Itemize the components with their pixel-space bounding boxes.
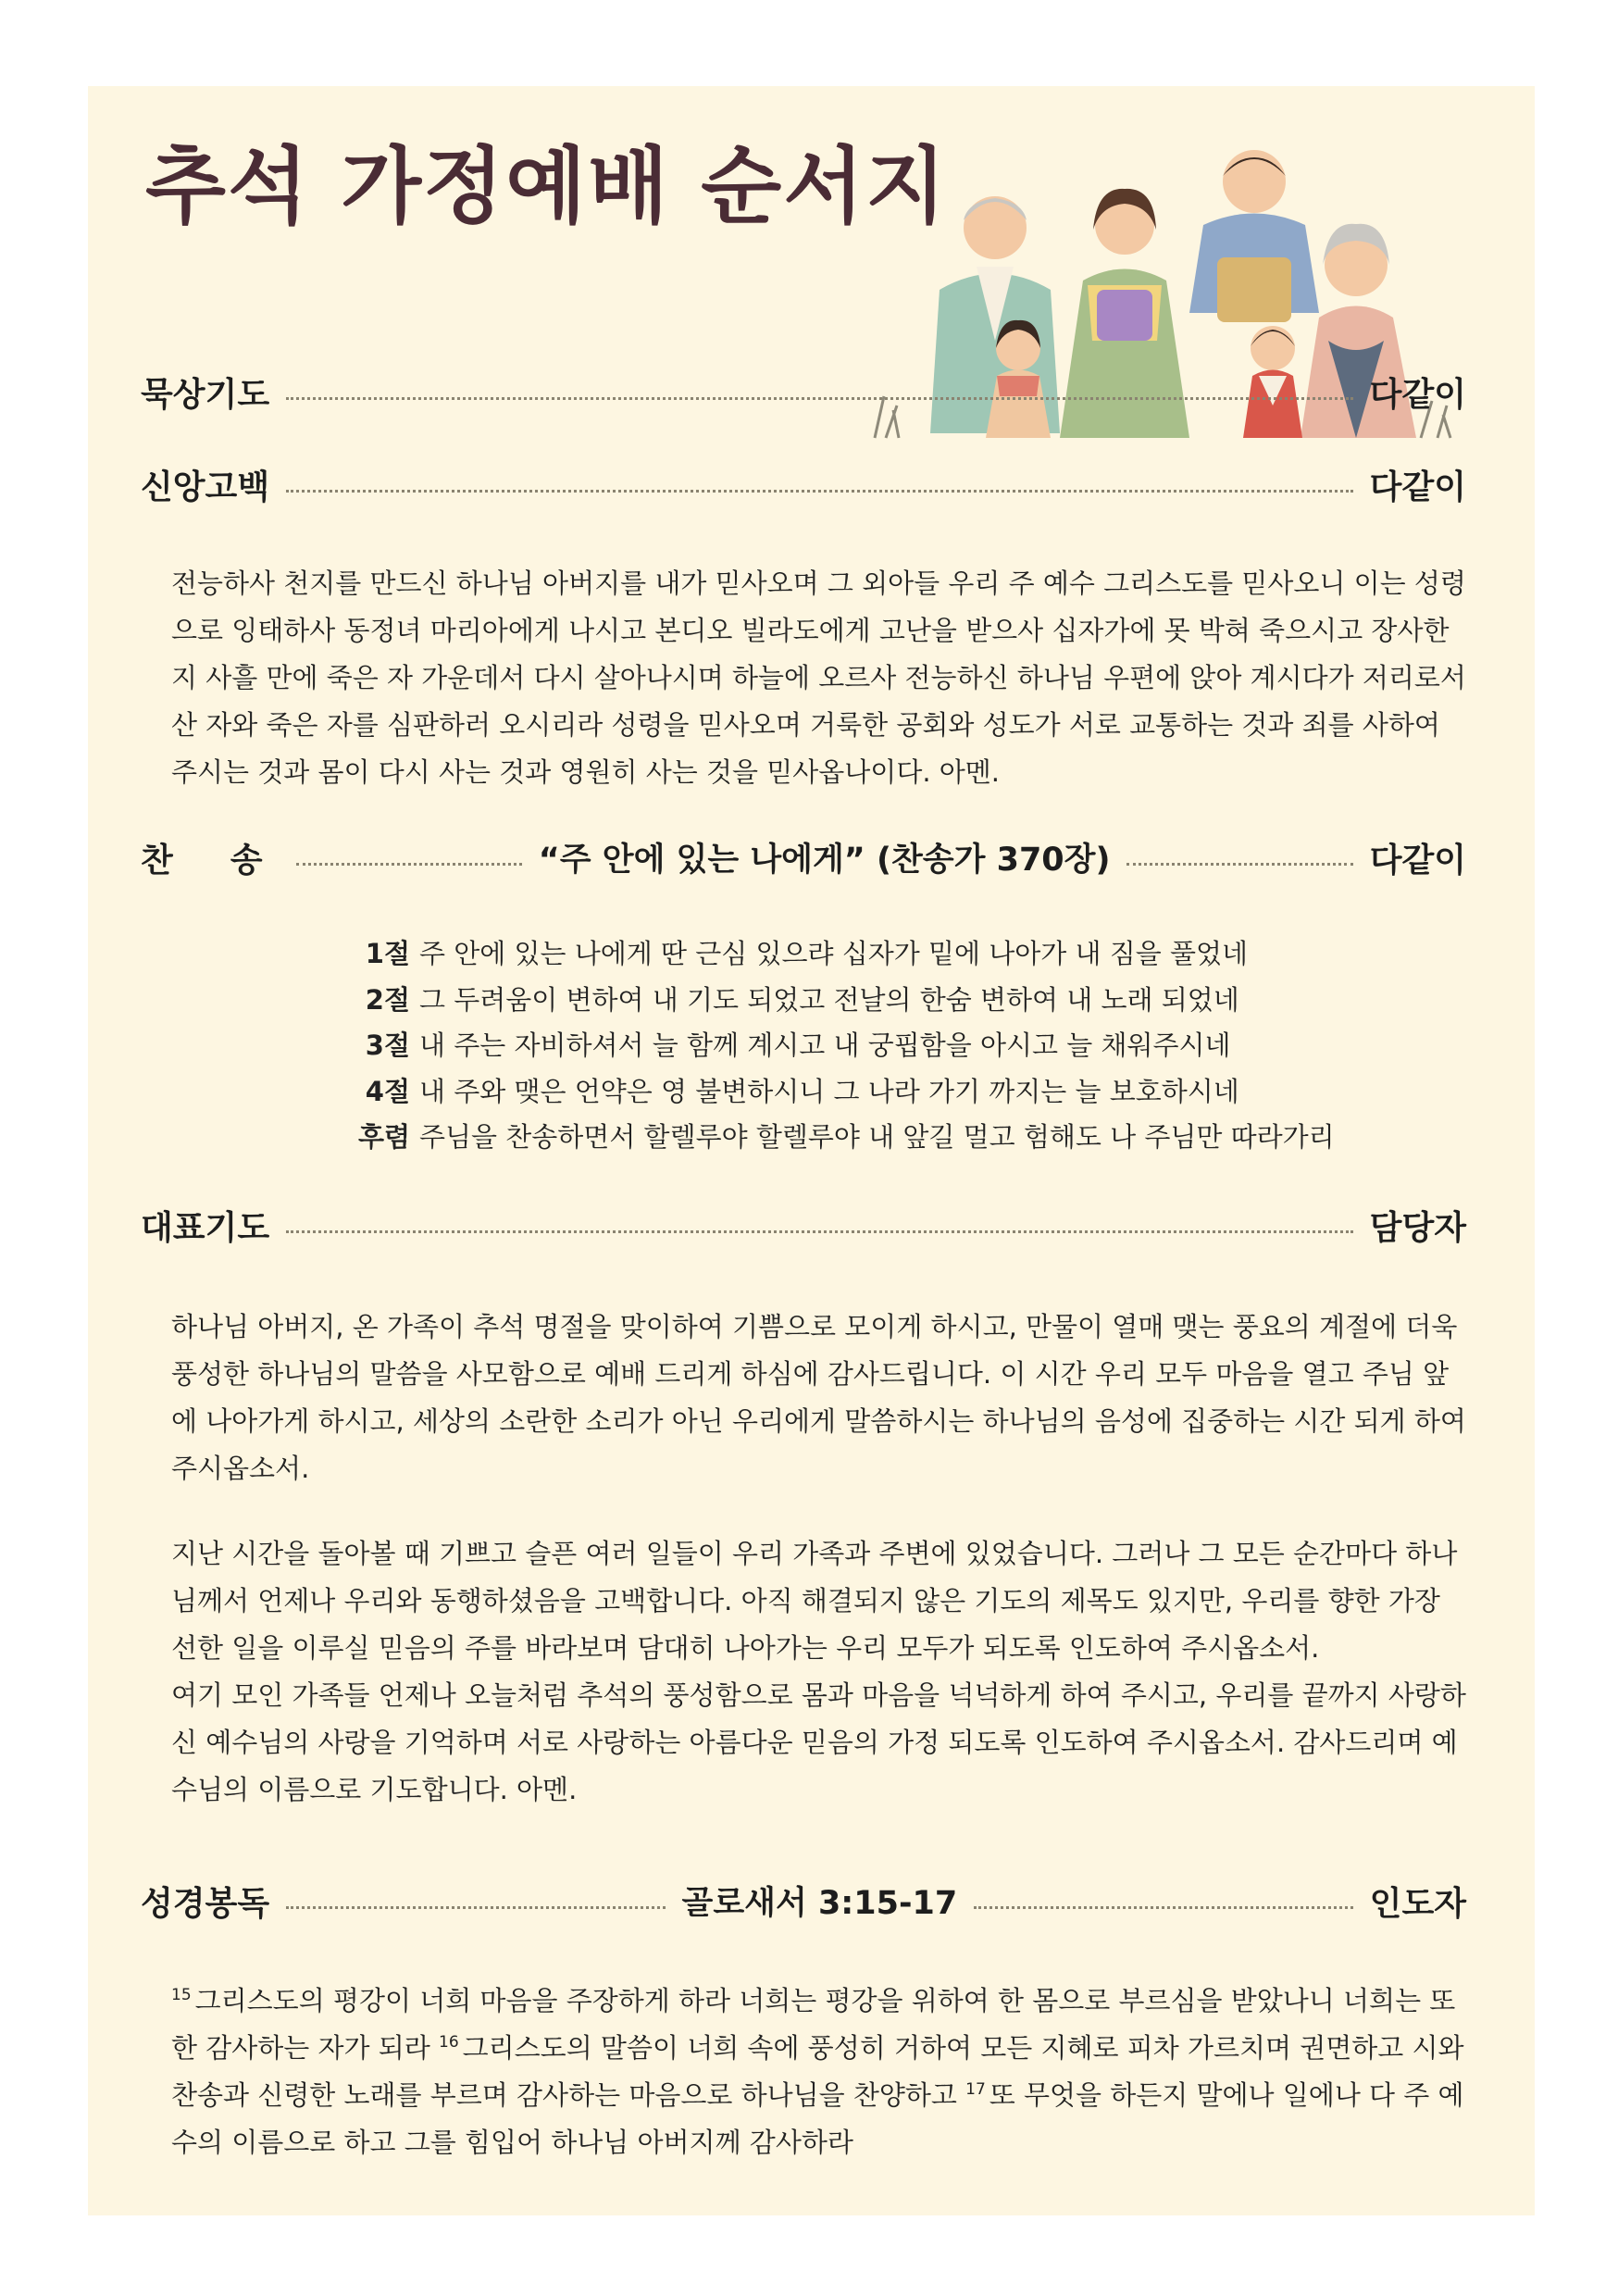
chorus-text: 주님을 찬송하면서 할렐루야 할렐루야 내 앞길 멀고 험해도 나 주님만 따라가리 — [419, 1121, 1335, 1153]
hymn-title: “주 안에 있는 나에게” (찬송가 370장) — [538, 842, 1111, 879]
scripture-leader: 인도자 — [1369, 1884, 1466, 1923]
verse-text: 내 주와 맺은 언약은 영 불변하시니 그 나라 가기 까지는 늘 보호하시네 — [419, 1075, 1239, 1107]
scripture-text — [171, 1978, 1467, 2166]
verse-number: 17 — [965, 2080, 986, 2099]
hymn-verse — [347, 931, 1273, 978]
hymn-label: 찬송 — [141, 841, 320, 880]
verse-text: 주 안에 있는 나에게 딴 근심 있으랴 십자가 밑에 나아가 내 짐을 풀었네 — [419, 938, 1249, 969]
dotted-leader — [296, 863, 522, 866]
verse-number: 16 — [439, 2033, 459, 2052]
dotted-leader — [286, 1906, 665, 1909]
prayer-paragraph-3: 여기 모인 가족들 언제나 오늘처럼 추석의 풍성함으로 몸과 마음을 넉넉하게 하여 주시고, 우리를 끝까지 사랑하신 예수님의 사랑을 기억하며 서로 사랑하는 아름다운 믿음의 가정 되도록 인도하여 주시옵소서. 감사드리며 예수님의 이름으로 기도합니다. 아멘. — [171, 1679, 1466, 1805]
hymn-verse — [347, 1023, 1273, 1069]
verse-text: 그리스도의 말씀이 너희 속에 풍성히 거하여 모든 지혜로 피차 가르치며 권면하고 시와 찬송과 신령한 노래를 부르며 감사하는 마음으로 하나님을 찬양하고 — [171, 2032, 1464, 2111]
verse-number: 3절 — [365, 1029, 410, 1061]
verse-text: 그리스도의 평강이 너희 마음을 주장하게 하라 너희는 평강을 위하여 한 몸으로 부르심을 받았나니 너희는 또한 감사하는 자가 되라 — [171, 1985, 1456, 2064]
verse-text: 그 두려움이 변하여 내 기도 되었고 전날의 한숨 변하여 내 노래 되었네 — [419, 983, 1239, 1016]
dotted-leader — [974, 1906, 1352, 1909]
prayer-paragraph-1: 하나님 아버지, 온 가족이 추석 명절을 맞이하여 기쁨으로 모이게 하시고, 만물이 열매 맺는 풍요의 계절에 더욱 풍성한 하나님의 말씀을 사모함으로 예배 드리게 하심에 감사드립니다. 이 시간 우리 모두 마음을 열고 주님 앞에 나아가게 하시고, 세상의 소란한 소리가 아닌 우리에게 말씀하시는 하나님의 음성에 집중하는 시간 되게 하여 주시옵소서. — [171, 1311, 1466, 1484]
dotted-leader — [286, 397, 1353, 400]
creed-label: 신앙고백 — [141, 468, 270, 506]
dotted-leader — [286, 1230, 1353, 1233]
verse-number: 4절 — [365, 1075, 410, 1107]
bulletin-sheet — [88, 86, 1535, 2215]
chorus-label: 후렴 — [357, 1121, 410, 1153]
verse-number: 2절 — [365, 983, 410, 1016]
prayer-paragraph-2: 지난 시간을 돌아볼 때 기쁘고 슬픈 여러 일들이 우리 가족과 주변에 있었습니다. 그러나 그 모든 순간마다 하나님께서 언제나 우리와 동행하셨음을 고백합니다. 아직 해결되지 않은 기도의 제목도 있지만, 우리를 향한 가장 선한 일을 이루실 믿음의 주를 바라보며 담대히 나아가는 우리 모두가 되도록 인도하여 주시옵소서. — [171, 1538, 1458, 1664]
silent-prayer-leader: 다같이 — [1369, 375, 1466, 414]
hymn-chorus — [347, 1115, 1335, 1161]
scripture-reference: 골로새서 3:15-17 — [681, 1885, 958, 1922]
silent-prayer-row — [141, 364, 1466, 419]
page-title: 추석 가정예배 순서지 — [145, 138, 949, 235]
prayer-label: 대표기도 — [141, 1208, 270, 1247]
verse-number: 15 — [171, 1986, 192, 2004]
silent-prayer-label: 묵상기도 — [141, 375, 270, 414]
creed-row — [141, 456, 1466, 512]
verse-text: 내 주는 자비하셔서 늘 함께 계시고 내 궁핍함을 아시고 늘 채워주시네 — [419, 1029, 1231, 1061]
prayer-leader: 담당자 — [1369, 1208, 1466, 1247]
verse-number: 1절 — [365, 938, 410, 969]
scripture-row — [141, 1873, 1466, 1928]
dotted-leader — [286, 490, 1353, 493]
scripture-label: 성경봉독 — [141, 1884, 270, 1923]
verse-text: 또 무엇을 하든지 말에나 일에나 다 주 예수의 이름으로 하고 그를 힘입어 하나님 아버지께 감사하라 — [171, 2079, 1464, 2158]
prayer-row — [141, 1197, 1466, 1253]
hymn-verse — [347, 1069, 1273, 1116]
hymn-leader: 다같이 — [1369, 841, 1467, 880]
creed-leader: 다같이 — [1369, 468, 1466, 506]
hymn-row — [141, 830, 1466, 885]
creed-text: 전능하사 천지를 만드신 하나님 아버지를 내가 믿사오며 그 외아들 우리 주 예수 그리스도를 믿사오니 이는 성령으로 잉태하사 동정녀 마리아에게 나시고 본디오 빌라도에게 고난을 받으사 십자가에 못 박혀 죽으시고 장사한지 사흘 만에 죽은 자 가운데서 다시 살아나시며 하늘에 오르사 전능하신 하나님 우편에 앉아 계시다가 저리로서 산 자와 죽은 자를 심판하러 오시리라 성령을 믿사오며 거룩한 공회와 성도가 서로 교통하는 것과 죄를 사하여 주시는 것과 몸이 다시 사는 것과 영원히 사는 것을 믿사옵나이다. 아멘. — [171, 568, 1466, 788]
dotted-leader — [1126, 863, 1352, 866]
hymn-verse — [347, 978, 1273, 1024]
hymn-verse-list — [347, 931, 1335, 1161]
